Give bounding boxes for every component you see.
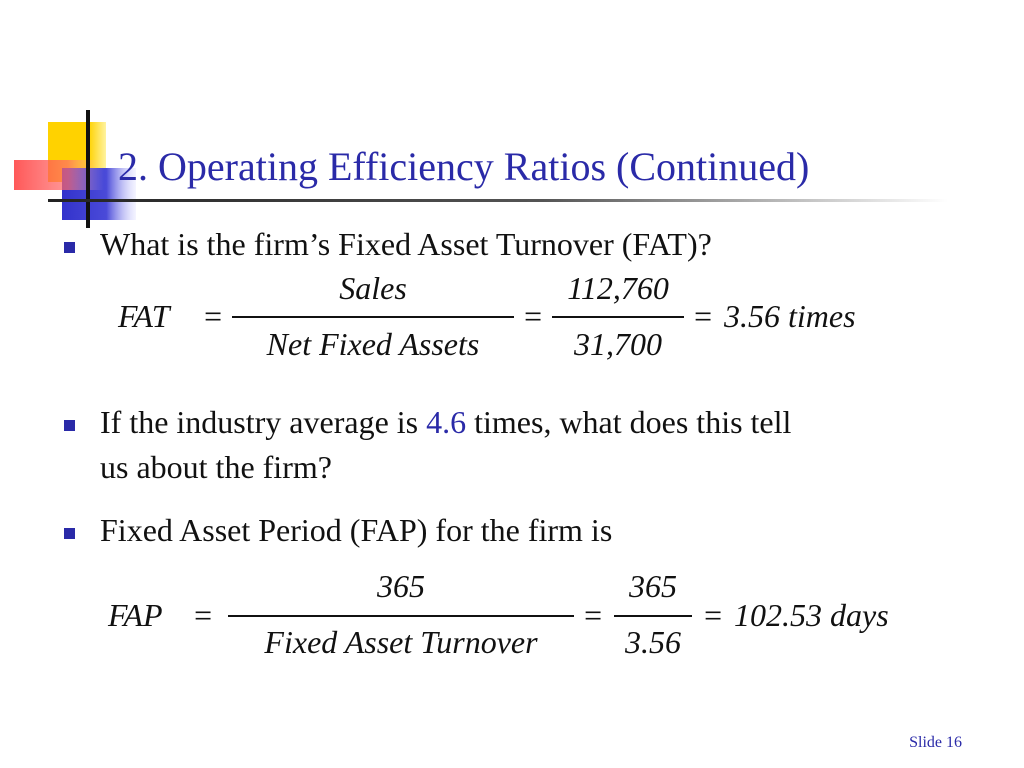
fat-frac1-denominator: Net Fixed Assets xyxy=(266,326,480,362)
slide-title: 2. Operating Efficiency Ratios (Continued) xyxy=(118,144,810,189)
fap-equals-2: = xyxy=(582,597,604,633)
fap-frac2-bar xyxy=(614,615,692,617)
fap-equals-1: = xyxy=(192,597,214,633)
fat-result: 3.56 times xyxy=(724,298,856,334)
fat-equals-2: = xyxy=(522,298,544,334)
fap-equals-3: = xyxy=(702,597,724,633)
title-underline xyxy=(48,199,948,202)
bullet-industry-text-a: If the industry average is xyxy=(100,404,427,440)
slide-number: Slide 16 xyxy=(909,734,962,751)
bullet-fat-question: What is the firm’s Fixed Asset Turnover (FAT)? xyxy=(100,226,712,262)
fap-frac1-denominator: Fixed Asset Turnover xyxy=(264,624,538,660)
corner-decoration xyxy=(0,0,200,240)
bullet-marker xyxy=(64,242,75,253)
fap-lhs: FAP xyxy=(108,597,163,633)
fat-frac2-numerator: 112,760 xyxy=(567,270,669,306)
industry-average-value: 4.6 xyxy=(426,404,467,440)
deco-red-bar xyxy=(14,160,104,190)
deco-vertical-line xyxy=(86,110,90,228)
fap-frac2-denominator: 3.56 xyxy=(625,624,681,660)
bullet-industry-average xyxy=(100,400,791,490)
fap-frac2-numerator: 365 xyxy=(629,568,677,604)
fat-equals-3: = xyxy=(692,298,714,334)
fap-frac1-numerator: 365 xyxy=(377,568,425,604)
bullet-industry-text-c: us about the firm? xyxy=(100,449,332,485)
fat-frac1-bar xyxy=(232,316,514,318)
bullet-marker xyxy=(64,528,75,539)
fat-frac1-numerator: Sales xyxy=(339,270,407,306)
fap-result: 102.53 days xyxy=(734,597,889,633)
fat-lhs: FAT xyxy=(118,298,170,334)
bullet-fap-intro: Fixed Asset Period (FAP) for the firm is xyxy=(100,512,613,548)
fap-frac1-bar xyxy=(228,615,574,617)
bullet-industry-text-b: times, what does this tell xyxy=(466,404,792,440)
fat-frac2-denominator: 31,700 xyxy=(574,326,662,362)
fat-equals-1: = xyxy=(202,298,224,334)
fat-frac2-bar xyxy=(552,316,684,318)
bullet-marker xyxy=(64,420,75,431)
